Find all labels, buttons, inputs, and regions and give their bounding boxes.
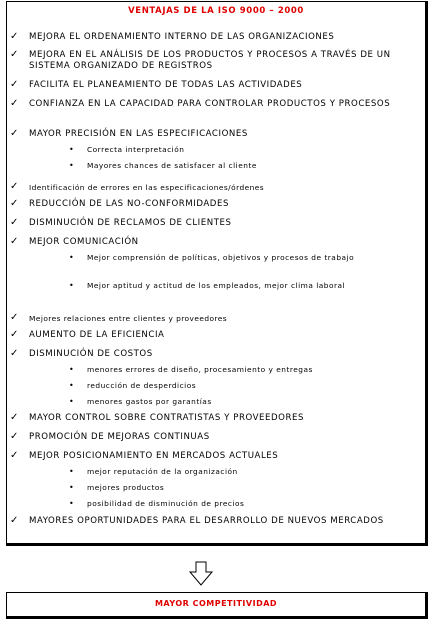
sub-list-item-text: posibilidad de disminución de precios (87, 499, 245, 508)
sub-list-item-text: mejores productos (87, 483, 165, 492)
list-item (10, 515, 414, 527)
bullet-icon: • (69, 281, 74, 290)
bullet-icon: • (69, 483, 74, 492)
sub-list-item (69, 364, 412, 376)
list-item-text: PROMOCIÓN DE MEJORAS CONTINUAS (29, 432, 210, 442)
list-item (10, 49, 414, 72)
bullet-icon: • (69, 381, 74, 390)
sub-list-item (69, 252, 412, 264)
sub-list-item-text: mejor reputación de la organización (87, 467, 238, 476)
checkmark-icon: ✓ (10, 329, 19, 340)
sub-list-item (69, 482, 412, 494)
list-item (10, 348, 414, 360)
sub-list-item-text: Mejor aptitud y actitud de los empleados, mejor clima laboral (87, 281, 346, 290)
sub-list-item-text: menores gastos por garantías (87, 397, 212, 406)
list-item-text: FACILITA EL PLANEAMIENTO DE TODAS LAS ACTIVIDADES (29, 80, 303, 90)
list-item (10, 31, 414, 43)
bullet-icon: • (69, 161, 74, 170)
checkmark-icon: ✓ (10, 236, 19, 247)
list-item-text: Identificación de errores en las especificaciones/órdenes (29, 183, 265, 192)
checkmark-icon: ✓ (10, 49, 19, 60)
list-item-text: CONFIANZA EN LA CAPACIDAD PARA CONTROLAR PRODUCTOS Y PROCESOS (29, 99, 391, 109)
checkmark-icon: ✓ (10, 412, 19, 423)
sub-list-item-text: Correcta interpretación (87, 145, 185, 154)
bullet-icon: • (69, 365, 74, 374)
checkmark-icon: ✓ (10, 98, 19, 109)
checkmark-icon: ✓ (10, 348, 19, 359)
sub-list-item (69, 280, 412, 292)
checkmark-icon: ✓ (10, 217, 19, 228)
list-item (10, 98, 414, 110)
list-item (10, 217, 414, 229)
checkmark-icon: ✓ (10, 450, 19, 461)
list-item-text: MAYORES OPORTUNIDADES PARA EL DESARROLLO DE NUEVOS MERCADOS (29, 516, 384, 526)
sub-list-item-text: Mejor comprensión de políticas, objetivos y procesos de trabajo (87, 253, 355, 262)
sub-list-item-text: reducción de desperdicios (87, 381, 197, 390)
list-item (10, 450, 414, 462)
list-item-text: MAYOR PRECISIÓN EN LAS ESPECIFICACIONES (29, 129, 248, 139)
list-item (10, 412, 414, 424)
advantages-box (6, 1, 428, 546)
list-item-text: REDUCCIÓN DE LAS NO-CONFORMIDADES (29, 199, 229, 209)
list-item (10, 431, 414, 443)
checkmark-icon: ✓ (10, 431, 19, 442)
sub-list-item (69, 498, 412, 510)
checkmark-icon: ✓ (10, 31, 19, 42)
sub-list-item (69, 160, 412, 172)
bullet-icon: • (69, 499, 74, 508)
list-item-text: MEJORA EL ORDENAMIENTO INTERNO DE LAS ORGANIZACIONES (29, 32, 335, 42)
list-item (10, 329, 414, 341)
list-item (10, 79, 414, 91)
sub-list-item (69, 144, 412, 156)
page-title: VENTAJAS DE LA ISO 9000 – 2000 (128, 6, 304, 16)
list-item (10, 128, 414, 140)
bullet-icon: • (69, 253, 74, 262)
checkmark-icon: ✓ (10, 312, 19, 323)
bullet-icon: • (69, 397, 74, 406)
checkmark-icon: ✓ (10, 181, 19, 192)
sub-list-item-text: Mayores chances de satisfacer al cliente (87, 161, 257, 170)
conclusion-text: MAYOR COMPETITIVIDAD (154, 599, 278, 608)
down-arrow-icon (188, 561, 214, 587)
list-item-text: MAYOR CONTROL SOBRE CONTRATISTAS Y PROVEEDORES (29, 413, 305, 423)
sub-list-item (69, 396, 412, 408)
checkmark-icon: ✓ (10, 128, 19, 139)
list-item-text: AUMENTO DE LA EFICIENCIA (29, 330, 165, 340)
checkmark-icon: ✓ (10, 79, 19, 90)
bullet-icon: • (69, 467, 74, 476)
list-item-text: MEJORA EN EL ANÁLISIS DE LOS PRODUCTOS Y PROCESOS A TRAVÉS DE UN SISTEMA ORGANIZADO DE REGISTROS (29, 50, 391, 71)
list-item-text: DISMINUCIÓN DE RECLAMOS DE CLIENTES (29, 218, 232, 228)
list-item (10, 181, 414, 193)
checkmark-icon: ✓ (10, 198, 19, 209)
bullet-icon: • (69, 145, 74, 154)
list-item (10, 312, 414, 324)
sub-list-item (69, 380, 412, 392)
list-item-text: Mejores relaciones entre clientes y proveedores (29, 314, 228, 323)
list-item-text: MEJOR POSICIONAMIENTO EN MERCADOS ACTUALES (29, 451, 279, 461)
checkmark-icon: ✓ (10, 515, 19, 526)
list-item (10, 198, 414, 210)
conclusion-box (6, 592, 428, 619)
sub-list-item (69, 466, 412, 478)
list-item-text: DISMINUCIÓN DE COSTOS (29, 349, 153, 359)
list-item-text: MEJOR COMUNICACIÓN (29, 237, 139, 247)
sub-list-item-text: menores errores de diseño, procesamiento y entregas (87, 365, 313, 374)
list-item (10, 236, 414, 248)
